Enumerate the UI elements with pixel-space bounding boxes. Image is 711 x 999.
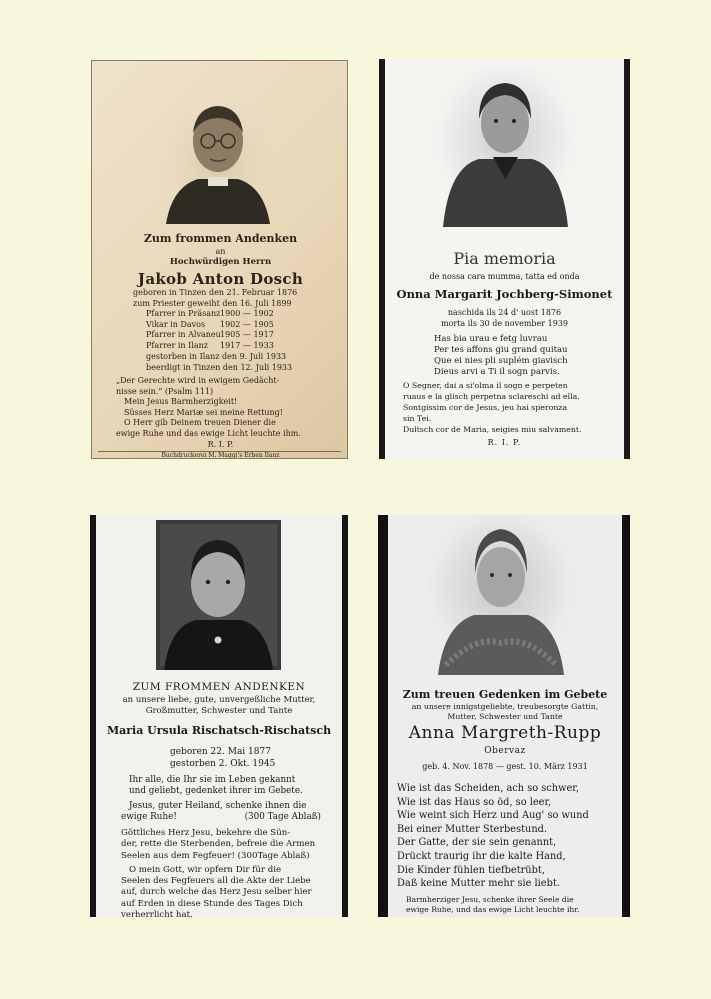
card-heading: ZUM FROMMEN ANDENKEN (132, 681, 306, 693)
prayer-para-2: Jesus, guter Heiland, schenke ihnen die ewige Ruhe! (300 Tage Ablaß) (121, 801, 321, 823)
card-preposition: an (215, 247, 226, 256)
career-row: Pfarrer in Präsanz 1900 — 1902 (146, 309, 274, 318)
memorial-card-dosch (91, 60, 348, 459)
verse-block: „Der Gerechte wird in ewigem Gedächt- nisse sein.“ (Psalm 111) Mein Jesus Barmherzigkeit! Süsses Herz Mariæ sei meine Rettung! O Herr gib Deinem treuen Diener die ewige Ruhe und das ewige Licht leuchte ihm. (116, 376, 301, 438)
relation-line: an unsere liebe, gute, unvergeßliche Mutter, (122, 695, 316, 705)
indulgence-note: (300 Tage Ablaß) (244, 812, 321, 823)
closing-prayer: Barmherziger Jesu, schenke ihrer Seele die ewige Ruhe, und das ewige Licht leuchte ihr. (406, 895, 580, 914)
prayer-para-1: Ihr alle, die Ihr sie im Leben gekannt und geliebt, gedenket ihrer im Gebete. (129, 775, 303, 797)
portrait-woman (433, 67, 578, 227)
card-heading: Zum frommen Andenken (143, 232, 298, 245)
portrait-woman (426, 515, 576, 675)
life-dates: geb. 4. Nov. 1878 — gest. 10. März 1931 (422, 762, 588, 771)
place-line: Obervaz (484, 746, 526, 756)
relation-line: an unsere innigstgeliebte, treubesorgte Gattin, (411, 702, 599, 711)
memorial-card-margreth (378, 515, 630, 917)
birth-line: geboren in Tinzen den 21. Februar 1876 (133, 288, 298, 297)
death-line: gestorben 2. Okt. 1945 (170, 758, 276, 769)
memorial-card-jochberg (379, 59, 630, 459)
card-subheading: de nossa cara mumma, tatta ed onda (429, 272, 580, 281)
prayer-para-4: O mein Gott, wir opfern Dir für die Seelen des Fegfeuers all die Akte der Liebe auf, durch welche das Herz Jesu selber hier auf Erden in diese Stunde des Tages Dich verherrlicht hat. (121, 865, 312, 917)
card-title: Hochwürdigen Herrn (169, 257, 272, 267)
card-heading: Zum treuen Gedenken im Gebete (402, 688, 608, 701)
poem-block: Wie ist das Scheiden, ach so schwer, Wie ist das Haus so öd, so leer, Wie weint sich Herz und Aug' so wund Bei einer Mutter Sterbestund. Der Gatte, der sie sein genannt, Drückt traurig ihr die kalte Hand, Die Kinder fühlen tiefbetrübt, Daß keine Mutter mehr sie liebt. (397, 783, 589, 890)
relation-line: Großmutter, Schwester und Tante (145, 706, 293, 716)
career-row: Pfarrer in Ilanz 1917 — 1933 (146, 340, 274, 350)
career-row: Vikar in Davos 1902 — 1905 (146, 319, 274, 329)
rip-line: R. I. P. (207, 440, 234, 449)
relation-line: Mutter, Schwester und Tante (447, 712, 563, 721)
printer-imprint: Buchdruckerei M. Maggi's Erben Ilanz (161, 452, 280, 459)
portrait-priest (158, 89, 278, 224)
career-table (146, 309, 274, 351)
deceased-name: Onna Margarit Jochberg-Simonet (396, 287, 613, 301)
card-heading: Pia memoria (453, 249, 556, 268)
prayer-block: O Segner, dai a si'olma il sogn e perpeten ruaus e la glisch perpetna sclareschi ad ella. Sontgissim cor de Jesus, jeu hai speronza sin Tei. Dultsch cor de Maria, seigies miu salvament. (403, 381, 582, 434)
deceased-name: Maria Ursula Rischatsch-Rischatsch (106, 724, 332, 737)
prayer-para-3: Göttliches Herz Jesu, bekehre die Sün- der, rette die Sterbenden, befreie die Armen Seelen aus dem Fegfeuer! (300Tage Ablaß) (121, 828, 316, 861)
birth-line: naschida ils 24 d' uost 1876 (447, 308, 562, 317)
memorial-card-rischatsch (90, 515, 348, 917)
death-line: gestorben in Ilanz den 9. Juli 1933 (146, 352, 287, 361)
career-row: Pfarrer in Alvaneu 1905 — 1917 (146, 330, 274, 339)
deceased-name: Jakob Anton Dosch (137, 270, 304, 288)
verse-block: Has bia urau e fetg luvrau Per tes affons giu grand quitau Que ei nies pli suplém giavisch Dieus arvi a Ti il sogn parvis. (434, 334, 568, 377)
ordination-line: zum Priester geweiht den 16. Juli 1899 (133, 298, 292, 308)
death-line: morta ils 30 de november 1939 (440, 318, 569, 328)
portrait-woman (156, 520, 281, 670)
burial-line: beerdigt in Tinzen den 12. Juli 1933 (146, 362, 293, 372)
deceased-name: Anna Margreth-Rupp (408, 723, 602, 743)
birth-line: geboren 22. Mai 1877 (170, 747, 271, 757)
rip-line: R. I. P. (487, 438, 522, 447)
